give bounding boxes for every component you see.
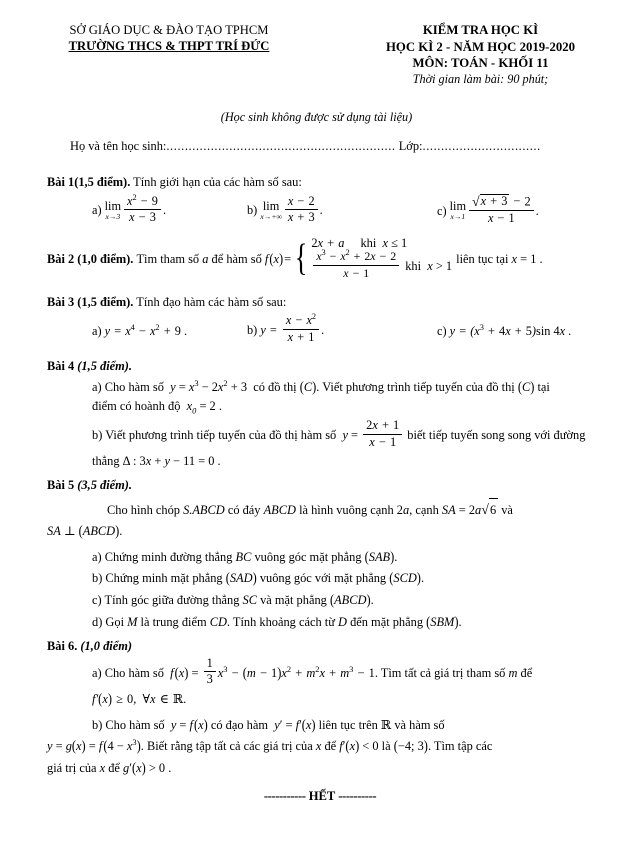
problem-3c-expression: $y = (x^3 + 4x + 5)\sin$ 4x . xyxy=(449,322,572,338)
problem-6-title: Bài 6. xyxy=(47,639,81,654)
problem-6a-fraction: $\frac{1}{3}$ xyxy=(202,658,218,689)
problem-3-instruction: Tính đạo hàm các hàm số sau: xyxy=(133,295,287,310)
problem-1c xyxy=(437,193,623,228)
problem-1a xyxy=(47,192,247,227)
exam-term: HỌC KÌ 2 - NĂM HỌC 2019-2020 xyxy=(385,39,576,54)
limit-subscript: x→3 xyxy=(105,212,121,222)
problem-4b-text2: thẳng Δ : 3x + y − 11 = 0 . xyxy=(92,453,221,468)
problem-4 xyxy=(47,358,623,473)
problem-2-heading xyxy=(47,238,623,284)
problem-5 xyxy=(47,477,623,633)
problem-5b xyxy=(47,568,623,590)
problem-5-intro-line2 xyxy=(47,520,623,544)
problem-5a xyxy=(47,547,623,569)
exam-duration: Thời gian làm bài: 90 phút; xyxy=(412,71,549,86)
problem-3 xyxy=(47,294,623,347)
problem-1-parts xyxy=(47,192,623,228)
problem-1-title: Bài 1(1,5 điểm). xyxy=(47,174,131,189)
problem-1b-label: b) xyxy=(247,203,258,218)
student-class-dots: ................................ xyxy=(422,138,541,153)
problem-4-title: Bài 4 xyxy=(47,358,78,373)
problem-1b-expression: lim x→+∞ $\frac{x - 2}{x + 3}$ . xyxy=(260,193,323,225)
problem-6a-line1 xyxy=(47,655,623,689)
exam-header xyxy=(330,22,643,88)
dashes-right: ---------- xyxy=(338,789,377,804)
limit-operator: lim xyxy=(262,198,280,213)
problem-4-points: (1,5 điểm). xyxy=(77,358,133,373)
problem-1a-label: a) xyxy=(92,203,102,218)
problem-3c xyxy=(437,324,623,339)
exam-note: (Học sinh không được sử dụng tài liệu) xyxy=(220,109,413,124)
problem-5d xyxy=(47,612,623,634)
student-name-label: Họ và tên học sinh: xyxy=(70,138,167,153)
problem-3b xyxy=(247,312,437,347)
problem-1c-label: c) xyxy=(437,203,447,218)
problem-6a-text2: f′(x) ≥ 0, ∀x ∈ ℝ. xyxy=(92,690,187,708)
problem-6a-text-post: $x^3 - (m - 1)x^2 + m^2x + m^3 - 1$. Tìm tất cả giá trị tham số m để xyxy=(217,663,533,682)
limit-operator: lim xyxy=(104,198,122,213)
student-info-line xyxy=(0,139,643,154)
problem-2-text-before: Tìm tham số a để hàm số xyxy=(133,252,265,267)
piecewise-definition xyxy=(292,236,452,282)
problem-3b-expression: y = $\frac{x - x^2}{x + 1}$ . xyxy=(260,312,325,345)
problem-1 xyxy=(47,174,623,228)
problem-5-points: (3,5 điểm). xyxy=(77,478,133,493)
problem-2-text-after: liên tục tại x = 1 . xyxy=(456,252,543,267)
problem-5-intro-text2: SA ⊥ (ABCD). xyxy=(47,522,123,540)
problem-1-instruction: Tính giới hạn của các hàm số sau: xyxy=(130,174,302,189)
school-header xyxy=(0,22,330,54)
problem-2-title: Bài 2 (1,0 điểm). xyxy=(47,252,134,267)
problem-4b-text-post: biết tiếp tuyến song song với đường xyxy=(407,428,586,443)
problem-6a-text-pre: a) Cho hàm số f (x) = xyxy=(92,664,202,682)
problem-5d-text: d) Gọi M là trung điểm CD. Tính khoảng cách từ D đến mặt phẳng (SBM). xyxy=(92,612,462,631)
problem-6 xyxy=(47,638,623,780)
problem-4b-line2 xyxy=(47,450,623,474)
problem-4b-fraction: $\frac{2x + 1}{x - 1}$ xyxy=(361,421,404,452)
problem-6a-line2 xyxy=(47,688,623,712)
problem-6b-text1: b) Cho hàm số y = f (x) có đạo hàm y′ = f′(x) liên tục trên ℝ và hàm số xyxy=(92,716,445,734)
department-name: SỞ GIÁO DỤC & ĐÀO TẠO TPHCM xyxy=(69,23,269,37)
student-name-dots: .............................................................. xyxy=(166,138,396,153)
square-root-icon: √ x + 3 xyxy=(472,193,508,209)
problem-3c-label: c) xyxy=(437,323,447,338)
problem-4b-line1 xyxy=(47,417,623,452)
left-brace-icon: { xyxy=(294,237,308,280)
problem-5b-text: b) Chứng minh mặt phẳng (SAD) vuông góc với mặt phẳng (SCD). xyxy=(92,569,425,587)
problem-5-intro-text: Cho hình chóp S.ABCD có đáy ABCD là hình vuông cạnh 2a, cạnh SA = 2a √ 6 và xyxy=(107,503,513,517)
document-header xyxy=(0,0,643,88)
problem-6b-text3: giá trị của x để g′(x) > 0 . xyxy=(47,759,172,777)
problem-6-heading xyxy=(47,638,623,656)
problem-2-function: f (x)= xyxy=(264,250,292,268)
piecewise-case-2-condition: khi x > 1 xyxy=(405,259,453,274)
problem-5-heading xyxy=(47,477,623,495)
problem-4a-text2: điểm có hoành độ $x_0 = 2$ . xyxy=(92,399,222,416)
end-text: HẾT xyxy=(308,789,336,804)
problem-1a-expression: lim x→3 $\frac{x^2 - 9}{x - 3}$ . xyxy=(104,192,167,225)
problem-3-heading xyxy=(47,294,623,312)
problem-3a-expression: $y = x^4 - x^2 + 9$ . xyxy=(104,322,188,338)
problem-4b-text-pre: b) Viết phương trình tiếp tuyến của đồ thị hàm số y = xyxy=(92,428,362,443)
piecewise-case-2-expression: $\frac{x^3 - x^2 + 2x - 2}{x - 1}$ xyxy=(311,252,401,282)
problem-6b-line3 xyxy=(47,757,623,781)
problem-4-heading xyxy=(47,358,623,376)
exam-title: KIỂM TRA HỌC KÌ xyxy=(422,23,539,37)
square-root-icon: √ 6 xyxy=(481,498,498,523)
limit-subscript: x→1 xyxy=(450,212,466,222)
problem-5c xyxy=(47,590,623,612)
piecewise-case-2 xyxy=(311,248,453,282)
problem-5-title: Bài 5 xyxy=(47,478,78,493)
problem-5c-text: c) Tính góc giữa đường thẳng SC và mặt phẳng (ABCD). xyxy=(92,591,374,609)
school-name: TRƯỜNG THCS & THPT TRÍ ĐỨC xyxy=(68,39,270,54)
problem-3-title: Bài 3 (1,5 điểm). xyxy=(47,295,134,310)
problem-5a-text: a) Chứng minh đường thẳng BC vuông góc mặt phẳng (SAB). xyxy=(92,547,398,565)
problem-3b-label: b) xyxy=(247,323,258,338)
problem-3a-label: a) xyxy=(92,323,102,338)
student-class-label: Lớp: xyxy=(398,138,423,153)
problem-1c-expression: lim x→1 √ x + 3 − 2 x − 1 . xyxy=(449,193,539,225)
piecewise-case-1-condition: khi x ≤ 1 xyxy=(360,236,408,251)
problem-6b-text2: y = g(x) = f $(4 - x^3)$. Biết rằng tập tất cả các giá trị của x để f′(x) < 0 là (−4; 3). Tìm tập các xyxy=(47,737,493,755)
problem-6-points: (1,0 điểm) xyxy=(80,639,133,654)
end-marker xyxy=(47,789,623,804)
exam-body xyxy=(0,174,643,805)
dashes-left: ----------- xyxy=(263,789,306,804)
piecewise-case-1-expression: 2x + a xyxy=(311,236,345,251)
problem-2 xyxy=(47,238,623,284)
problem-3-parts xyxy=(47,312,623,347)
problem-1b xyxy=(247,193,437,227)
exam-subject: MÔN: TOÁN - KHỐI 11 xyxy=(412,56,549,71)
limit-subscript: x→+∞ xyxy=(260,212,282,222)
problem-3a xyxy=(47,324,247,339)
limit-operator: lim xyxy=(449,198,467,213)
problem-4a-text: a) Cho hàm số $y = x^3 - 2x^2 + 3$ có đồ thị (C). Viết phương trình tiếp tuyến của đồ thị (C) tại xyxy=(92,377,550,396)
problem-6b-line1 xyxy=(47,714,623,738)
problem-1-heading xyxy=(47,174,623,192)
